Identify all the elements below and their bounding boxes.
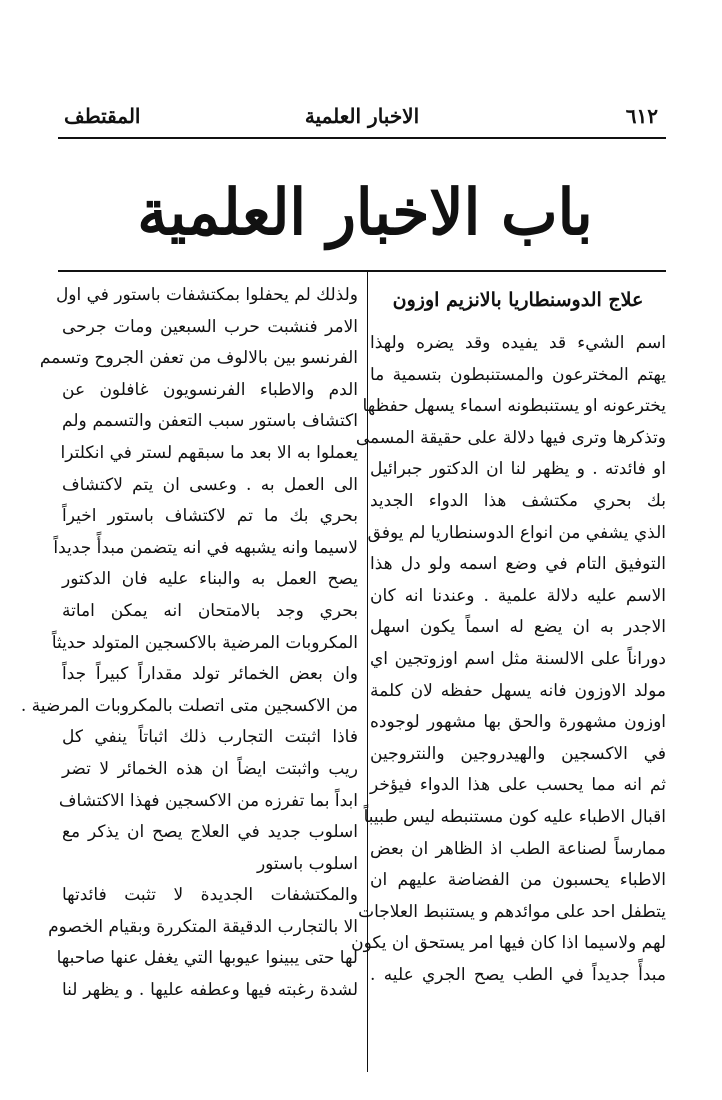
- text-line: ابداً بما تفرزه من الاكسجين فهذا الاكتشاف: [58, 790, 358, 811]
- text-line: اوزون مشهورة والحق بها مشهور لوجوده: [370, 712, 666, 733]
- text-line: بك بحري مكتشف هذا الدواء الجديد: [370, 490, 666, 511]
- text-line: يعملوا به الا بعد ما سبقهم لستر في انكلترا: [60, 442, 358, 463]
- article-heading: علاج الدوسنطاريا بالانزيم اوزون: [392, 289, 644, 311]
- text-line: ممارساً لصناعة الطب اذ الظاهر ان بعض: [370, 838, 666, 859]
- header-rule: [58, 137, 666, 139]
- text-line: الذي يشفي من انواع الدوسنطاريا لم يوفق: [367, 522, 666, 543]
- text-line: او فائدته . و يظهر لنا ان الدكتور جبرائيل: [370, 459, 666, 480]
- text-line: ريب واثبتت ايضاً ان هذه الخمائر لا تضر: [62, 758, 358, 779]
- page-number: ٦١٢: [625, 104, 658, 128]
- text-line: يتطفل احد على موائدهم و يستنبط العلاجات: [358, 901, 666, 922]
- text-line: الاجدر به ان يضع له اسماً يكون اسهل: [370, 617, 666, 638]
- text-line: مولد الاوزون فانه يسهل حفظه لان كلمة: [370, 680, 666, 701]
- text-line: الى العمل به . وعسى ان يتم لاكتشاف: [62, 474, 358, 495]
- right-column: [351, 280, 666, 1070]
- text-line: الاطباء يحسبون من الفضاضة عليهم ان: [370, 870, 666, 891]
- text-line: لاسيما وانه يشبهه في انه يتضمن مبدأً جديداً: [53, 537, 358, 558]
- section-banner: [137, 160, 593, 265]
- journal-name: المقتطف: [64, 104, 141, 128]
- text-line: الدم والاطباء الفرنسويون غافلون عن: [62, 379, 358, 400]
- text-line: والمكتشفات الجديدة لا تثبت فائدتها: [62, 885, 358, 906]
- text-line: يخترعونه او يستنبطونه اسماء يسهل حفظها: [362, 396, 666, 417]
- text-line: يهتم المخترعون والمستنبطون بتسمية ما: [370, 364, 666, 385]
- running-title: الاخبار العلمية: [304, 104, 420, 128]
- text-line: اسلوب جديد في العلاج يصح ان يذكر مع: [62, 822, 358, 843]
- banner-rule: [58, 270, 666, 272]
- text-line: في الاكسجين والهيدروجين والنتروجين: [370, 743, 666, 764]
- text-line: اسلوب باستور: [256, 853, 358, 874]
- text-line: ولذلك لم يحفلوا بمكتشفات باستور في اول: [55, 285, 358, 305]
- text-line: بحري بك ما تم لاكتشاف باستور اخيراً: [62, 506, 358, 527]
- text-line: اقبال الاطباء عليه كون مستنبطه ليس طبيباً: [363, 806, 666, 827]
- text-line: المكروبات المرضية بالاكسجين المتولد حديثاً: [51, 632, 358, 653]
- text-line: دوراناً على الالسنة مثل اسم اوزوتجين اي: [370, 648, 666, 669]
- text-line: لشدة رغبته فيها وعطفه عليها . و يظهر لنا: [62, 980, 358, 1001]
- text-line: بحري وجد بالامتحان انه يمكن اماتة: [62, 600, 358, 621]
- text-line: الامر فنشبت حرب السبعين ومات جرحى: [62, 316, 358, 337]
- text-line: الاسم عليه دلالة علمية . وعندنا انه كان: [370, 585, 666, 606]
- text-line: الفرنسو بين بالالوف من تعفن الجروح وتسمم: [39, 348, 358, 369]
- running-header: [58, 100, 666, 136]
- text-line: وتذكرها وترى فيها دلالة على حقيقة المسمى: [355, 427, 666, 448]
- text-line: ثم انه مما يحسب على هذا الدواء فيؤخر: [370, 775, 666, 796]
- text-line: اسم الشيء قد يفيده وقد يضره ولهذا: [370, 333, 666, 353]
- text-line: اكتشاف باستور سبب التعفن والتسمم ولم: [62, 411, 358, 432]
- section-banner-text: باب الاخبار العلمية: [137, 175, 593, 250]
- text-line: فاذا اثبتت التجارب ذلك اثباتاً ينفي كل: [62, 727, 358, 748]
- text-line: التوفيق التام في وضع اسمه ولو دل هذا: [370, 554, 666, 575]
- text-line: يصح العمل به والبناء عليه فان الدكتور: [62, 569, 358, 590]
- text-line: لهم ولاسيما اذا كان فيها امر يستحق ان يكون: [351, 933, 666, 954]
- text-line: وان بعض الخمائر تولد مقداراً كبيراً جداً: [62, 664, 358, 685]
- left-column: [20, 280, 358, 1070]
- text-line: لها حتى يبينوا عيوبها التي يغفل عنها صاحبها: [56, 948, 358, 969]
- text-line: مبدأً جديداً في الطب يصح الجري عليه .: [370, 964, 666, 985]
- text-line: الا بالتجارب الدقيقة المتكررة وبقيام الخصوم: [48, 916, 358, 937]
- text-line: من الاكسجين متى اتصلت بالمكروبات المرضية .: [20, 695, 358, 716]
